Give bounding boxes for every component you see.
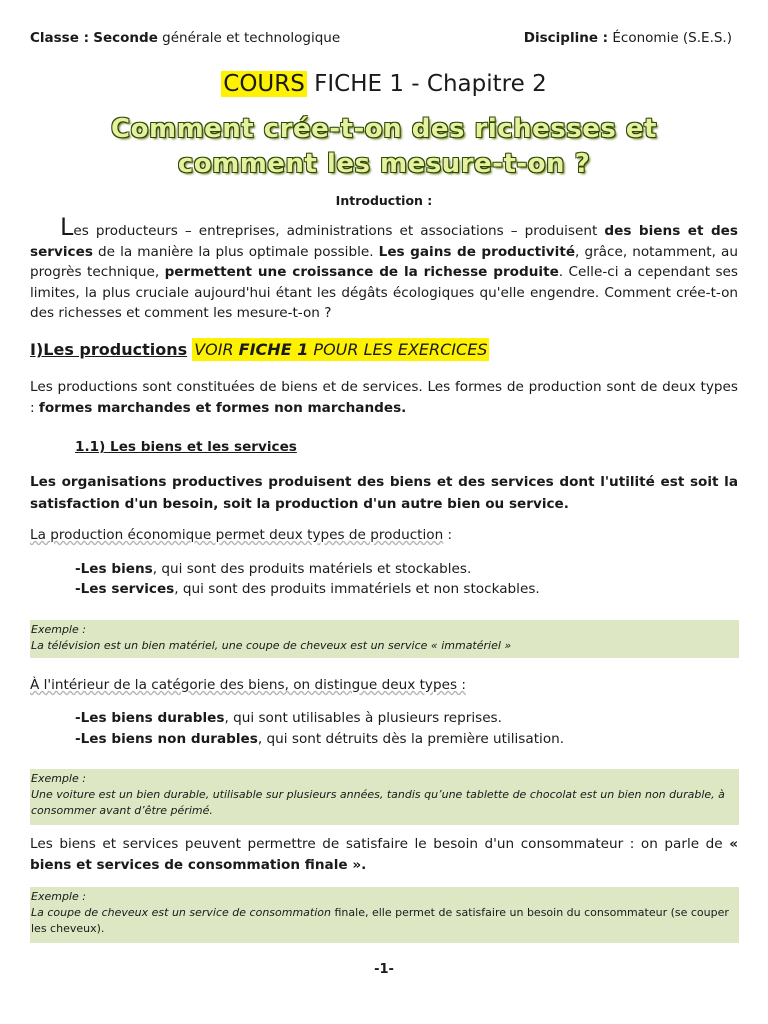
page-number: -1- [374,962,394,977]
bullet-term: -Les services [75,581,175,597]
productions-text: Les productions sont constituées de biens et de services. Les formes de production sont de deux types : [30,379,738,416]
example-text-italic: La coupe de cheveux est un service de consommation [31,906,331,919]
production-types-text: La production économique permet deux types de production [30,527,444,543]
production-types-line [30,527,452,543]
fiche-chapter: FICHE 1 - Chapitre 2 [314,71,547,97]
example-label: Exemple : [31,890,86,903]
list-item [75,581,540,597]
consumption-text: Les biens et services peuvent permettre de satisfaire le besoin d'un consommateur : on parle de [30,836,730,852]
bullet-term: -Les biens non durables [75,731,258,747]
intro-paragraph [30,213,738,324]
list-item [75,710,502,726]
classe-rest: générale et technologique [162,30,341,46]
page-title-line1: Comment crée-t-on des richesses et [111,114,657,144]
example-box [30,769,739,825]
highlight-part-b: FICHE 1 [238,340,309,359]
subsection-heading: 1.1) Les biens et les services [75,439,297,455]
exercise-link-highlight [192,338,489,361]
bullet-term: -Les biens durables [75,710,225,726]
example-text [31,905,739,937]
course-line [0,71,768,97]
example-label: Exemple : [31,772,86,785]
intro-bold-2: Les gains de productivité [378,243,576,260]
header-classe [30,30,340,46]
organisations-paragraph: Les organisations productives produisent des biens et des services dont l'utilité est soit la satisfaction d'un besoin, soit la production d'un autre bien ou service. [30,474,738,512]
section-title: I)Les productions [30,340,188,359]
highlight-part-a: VOIR [194,340,239,359]
intro-text-2: de la manière la plus optimale possible. [92,243,379,260]
goods-categories-line [30,677,466,693]
goods-categories-text: À l'intérieur de la catégorie des biens, on distingue deux types : [30,677,466,693]
intro-heading: Introduction : [335,193,433,208]
classe-label: Classe : [30,30,89,46]
page-title-line2: comment les mesure-t-on ? [177,149,591,179]
example-box [30,620,739,658]
consumption-paragraph [30,834,738,875]
bullet-text: , qui sont utilisables à plusieurs reprises. [224,710,502,726]
header-discipline [524,30,732,46]
bullet-text: , qui sont des produits matériels et stockables. [152,561,472,577]
bullet-text: , qui sont des produits immatériels et non stockables. [174,581,540,597]
discipline-value: Économie (S.E.S.) [612,30,732,46]
productions-bold: formes marchandes et formes non marchandes. [38,399,407,416]
list-item [75,731,564,747]
list-item [75,561,471,577]
productions-paragraph [30,377,738,418]
bullet-term: -Les biens [75,561,153,577]
highlight-part-c: POUR LES EXERCICES [308,340,488,359]
intro-text-3: , grâce, notamment, au progrès technique, [30,243,738,280]
example-text: Une voiture est un bien durable, utilisable sur plusieurs années, tandis qu’une tablette de chocolat est un bien non durable, à consommer avant d’être périmé. [31,788,725,817]
example-text: La télévision est un bien matériel, une coupe de cheveux est un service « immatériel » [31,639,512,652]
intro-bold-1: des biens et des services [30,223,738,260]
intro-text-4: . Celle-ci a cependant ses limites, la plus cruciale aujourd'hui étant les dégâts écologiques qu'elle engendre. Comment crée-t-on des richesses et comment les mesure-t-on ? [30,264,738,321]
intro-text-1: es producteurs – entreprises, administrations et associations – produisent [73,223,605,239]
bullet-text: , qui sont détruits dès la première utilisation. [257,731,565,747]
drop-cap: L [60,213,74,241]
cours-highlight: COURS [223,71,305,97]
production-types-colon: : [443,527,453,543]
example-text-normal: finale, elle permet de satisfaire un besoin du consommateur (se couper les cheveux). [31,906,729,935]
example-label: Exemple : [31,623,86,636]
discipline-label: Discipline : [523,30,609,46]
example-box [30,887,739,943]
classe-level: Seconde [93,30,158,46]
intro-bold-3: permettent une croissance de la richesse produite [164,264,559,280]
consumption-bold: « biens et services de consommation finale ». [30,836,738,873]
section-heading-productions [30,340,489,359]
